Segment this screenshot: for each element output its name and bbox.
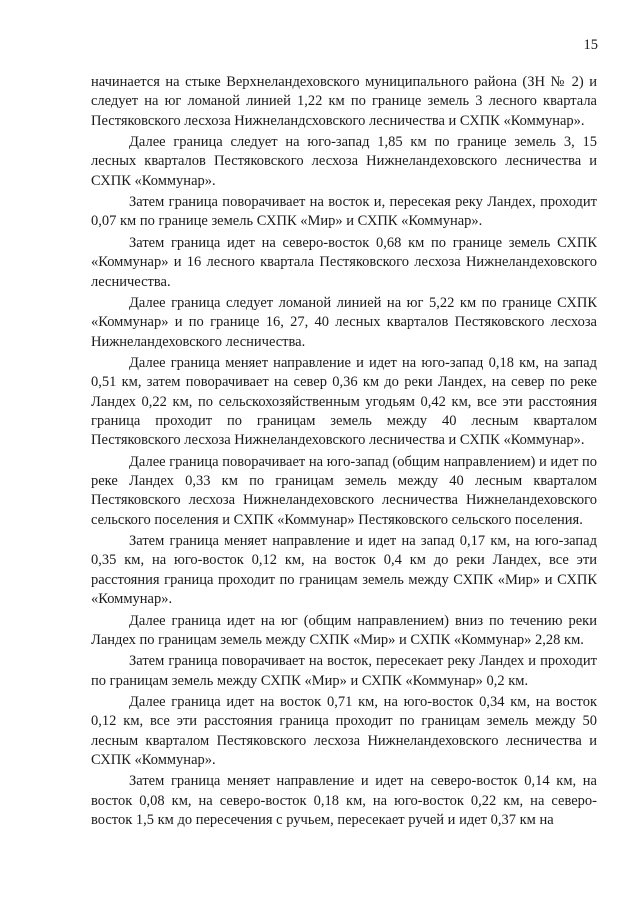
paragraph: Далее граница следует ломаной линией на юг 5,22 км по границе СХПК «Коммунар» и по границе 16, 27, 40 лесных кварталов Пестяковского лесхоза Нижнеландеховского лесничества.: [91, 295, 597, 350]
document-body: [91, 73, 597, 833]
paragraph: начинается на стыке Верхнеландеховского муниципального района (ЗН № 2) и следует на юг ломаной линией 1,22 км по границе земель 3 лесного квартала Пестяковского лесхоза Нижнеландсховского лесничества и СХПК «Коммунар».: [91, 74, 597, 129]
page-number: 15: [583, 37, 598, 53]
paragraph: Далее граница меняет направление и идет на юго-запад 0,18 км, на запад 0,51 км, затем поворачивает на север 0,36 км до реки Ландех, на север по реке Ландех 0,22 км, по сельскохозяйственным угодьям 0,42 км, все эти расстояния граница проходит по границам земель между 40 лесным кварталом Пестяковского лесхоза Нижнеландеховского лесничества и СХПК «Коммунар».: [91, 355, 597, 449]
paragraph: Далее граница поворачивает на юго-запад (общим направлением) и идет по реке Ландех 0,33 км по границам земель между 40 лесным кварталом Пестяковского лесхоза Нижнеландеховского лесничества Нижнеландеховского сельского поселения и СХПК «Коммунар» Пестяковского сельского поселения.: [91, 453, 597, 528]
paragraph: Далее граница следует на юго-запад 1,85 км по границе земель 3, 15 лесных кварталов Пестяковского лесхоза Нижнеландеховского лесничества и СХПК «Коммунар».: [91, 134, 597, 189]
paragraph: Затем граница идет на северо-восток 0,68 км по границе земель СХПК «Коммунар» и 16 лесного квартала Пестяковского лесхоза Нижнеландеховского лесничества.: [91, 234, 597, 290]
paragraph: Далее граница идет на восток 0,71 км, на юго-восток 0,34 км, на восток 0,12 км, все эти расстояния граница проходит по границам земель между 50 лесным кварталом Пестяковского лесхоза Нижнеландеховского лесничества и СХПК «Коммунар».: [91, 694, 597, 768]
paragraph: Затем граница поворачивает на восток, пересекает реку Ландех и проходит по границам земель между СХПК «Мир» и СХПК «Коммунар» 0,2 км.: [91, 653, 597, 689]
paragraph: Затем граница меняет направление и идет на запад 0,17 км, на юго-запад 0,35 км, на юго-восток 0,12 км, на восток 0,4 км до реки Ландех, все эти расстояния граница проходит по границам земель между СХПК «Мир» и СХПК «Коммунар».: [91, 533, 597, 608]
paragraph: Затем граница меняет направление и идет на северо-восток 0,14 км, на восток 0,08 км, на северо-восток 0,18 км, на юго-восток 0,22 км, на северо-восток 1,5 км до пересечения с ручьем, пересекает ручей и идет 0,37 км на: [91, 773, 597, 829]
paragraph: Затем граница поворачивает на восток и, пересекая реку Ландех, проходит 0,07 км по границе земель СХПК «Мир» и СХПК «Коммунар».: [91, 194, 597, 230]
paragraph: Далее граница идет на юг (общим направлением) вниз по течению реки Ландех по границам земель между СХПК «Мир» и СХПК «Коммунар» 2,28 км.: [91, 612, 597, 648]
